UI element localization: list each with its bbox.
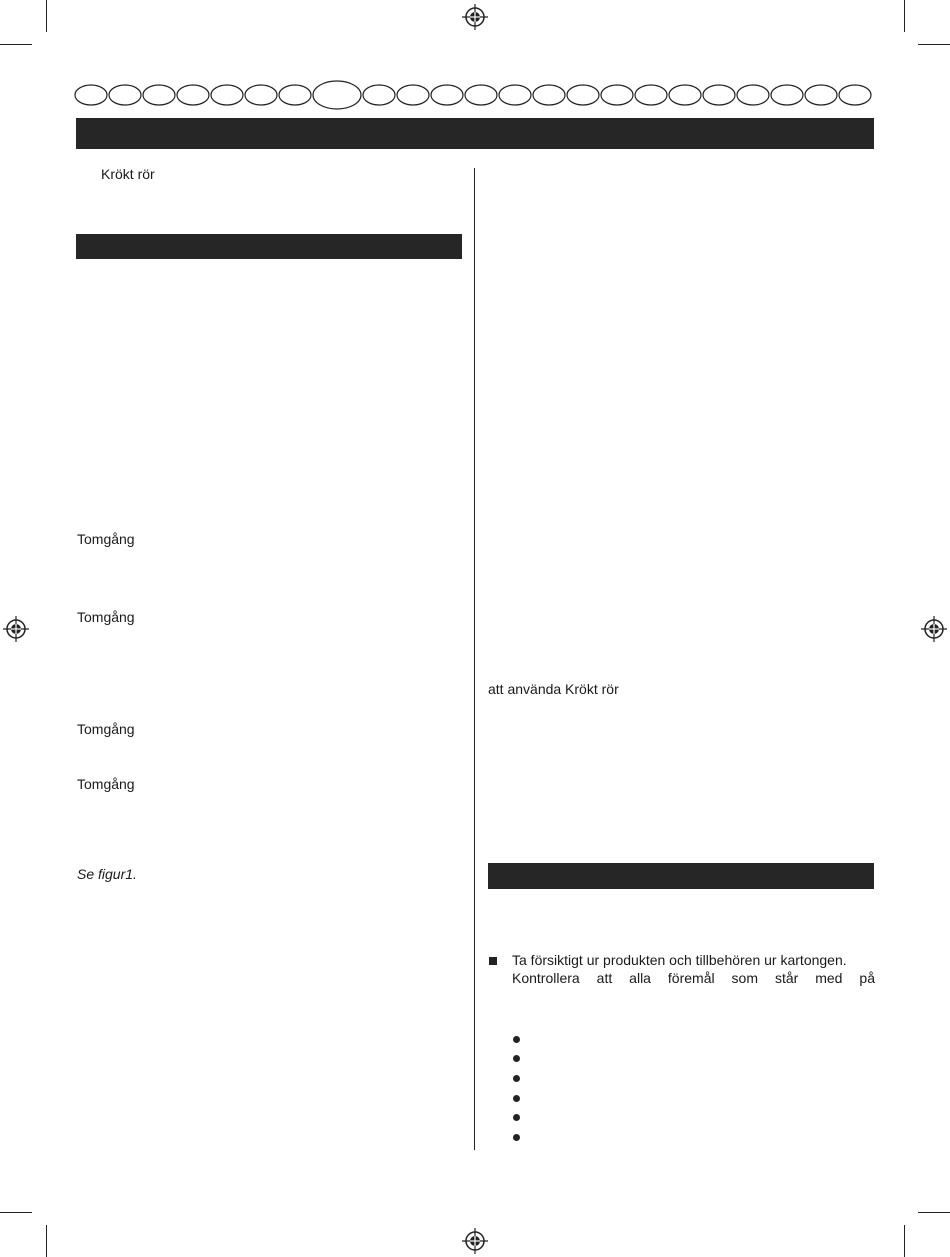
language-tab <box>669 85 701 105</box>
use-curved-tube-text: att använda Krökt rör <box>488 681 619 697</box>
section-bar-right <box>488 863 874 889</box>
language-tab <box>533 85 565 105</box>
language-tabs <box>74 80 876 110</box>
idle-label: Tomgång <box>77 721 135 737</box>
language-tab <box>211 85 243 105</box>
crop-mark <box>46 1225 47 1257</box>
language-tab <box>431 85 463 105</box>
language-tab <box>143 85 175 105</box>
bullet-dot-icon <box>513 1036 520 1043</box>
section-bar-left <box>76 234 462 259</box>
idle-label: Tomgång <box>77 531 135 547</box>
language-tab <box>635 85 667 105</box>
registration-mark-icon <box>921 616 947 642</box>
language-tab <box>601 85 633 105</box>
language-tab <box>109 85 141 105</box>
language-tab <box>771 85 803 105</box>
bullet-dot-icon <box>513 1095 520 1102</box>
unpack-instruction-line: Kontrollera att alla föremål som står med på <box>512 970 875 986</box>
crop-mark <box>904 0 905 32</box>
registration-mark-icon <box>3 616 29 642</box>
language-tab <box>177 85 209 105</box>
language-tab <box>703 85 735 105</box>
crop-mark <box>0 1212 32 1213</box>
idle-label: Tomgång <box>77 776 135 792</box>
language-tab-active <box>313 81 361 109</box>
header-bar <box>76 118 874 149</box>
unpack-instruction-line: Ta försiktigt ur produkten och tillbehören ur kartongen. <box>512 952 847 968</box>
language-tab <box>75 85 107 105</box>
language-tab <box>363 85 395 105</box>
bullet-dot-icon <box>513 1134 520 1141</box>
crop-mark <box>904 1225 905 1257</box>
language-tab <box>737 85 769 105</box>
caption-curved-tube: Krökt rör <box>101 166 155 182</box>
language-tab <box>567 85 599 105</box>
crop-mark <box>0 44 32 45</box>
column-divider <box>474 168 475 1150</box>
idle-label: Tomgång <box>77 609 135 625</box>
crop-mark <box>46 0 47 32</box>
language-tab <box>245 85 277 105</box>
bullet-dot-icon <box>513 1114 520 1121</box>
language-tab <box>839 85 871 105</box>
bullet-dot-icon <box>513 1075 520 1082</box>
see-figure-note: Se figur1. <box>77 866 137 882</box>
language-tab <box>805 85 837 105</box>
language-tab <box>499 85 531 105</box>
language-tab <box>279 85 311 105</box>
registration-mark-icon <box>462 4 488 30</box>
crop-mark <box>918 1212 950 1213</box>
registration-mark-icon <box>462 1228 488 1254</box>
square-bullet-icon <box>489 957 497 965</box>
bullet-dot-icon <box>513 1055 520 1062</box>
crop-mark <box>918 44 950 45</box>
language-tab <box>465 85 497 105</box>
language-tab <box>397 85 429 105</box>
